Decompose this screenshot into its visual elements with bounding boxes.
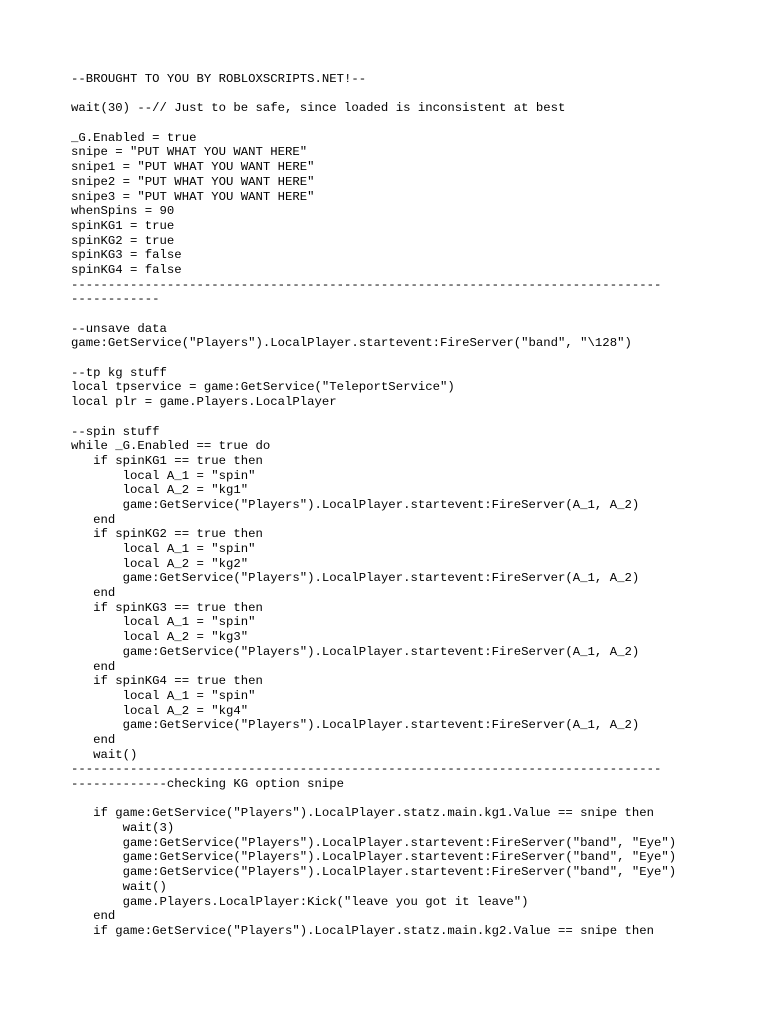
code-line bbox=[71, 307, 731, 322]
code-line bbox=[71, 116, 731, 131]
code-line bbox=[71, 351, 731, 366]
code-line: if spinKG3 == true then bbox=[71, 600, 263, 615]
code-line bbox=[71, 410, 731, 425]
code-line: if game:GetService("Players").LocalPlayer.statz.main.kg2.Value == snipe then bbox=[71, 923, 654, 938]
code-line: game:GetService("Players").LocalPlayer.startevent:FireServer("band", "Eye") bbox=[71, 865, 677, 880]
code-line: ------------ bbox=[71, 292, 160, 307]
code-line: wait(30) --// Just to be safe, since loaded is inconsistent at best bbox=[71, 101, 566, 116]
code-line: game:GetService("Players").LocalPlayer.startevent:FireServer(A_1, A_2) bbox=[71, 718, 640, 733]
code-line: --unsave data bbox=[71, 321, 167, 336]
code-line: if spinKG4 == true then bbox=[71, 674, 263, 689]
code-line: game:GetService("Players").LocalPlayer.startevent:FireServer("band", "Eye") bbox=[71, 850, 677, 865]
code-line: --spin stuff bbox=[71, 424, 160, 439]
code-line: snipe3 = "PUT WHAT YOU WANT HERE" bbox=[71, 189, 315, 204]
code-line: end bbox=[71, 659, 116, 674]
code-line: end bbox=[71, 732, 116, 747]
code-line: snipe2 = "PUT WHAT YOU WANT HERE" bbox=[71, 174, 315, 189]
code-line: while _G.Enabled == true do bbox=[71, 439, 271, 454]
code-line: game:GetService("Players").LocalPlayer.startevent:FireServer(A_1, A_2) bbox=[71, 571, 640, 586]
code-line: if game:GetService("Players").LocalPlayer.statz.main.kg1.Value == snipe then bbox=[71, 806, 654, 821]
code-line: if spinKG1 == true then bbox=[71, 453, 263, 468]
code-line: if spinKG2 == true then bbox=[71, 527, 263, 542]
code-line: game:GetService("Players").LocalPlayer.startevent:FireServer(A_1, A_2) bbox=[71, 497, 640, 512]
code-line: spinKG2 = true bbox=[71, 233, 175, 248]
code-line: local A_2 = "kg2" bbox=[71, 556, 249, 571]
code-line: snipe = "PUT WHAT YOU WANT HERE" bbox=[71, 145, 308, 160]
code-line: -------------checking KG option snipe bbox=[71, 777, 345, 791]
code-line bbox=[71, 87, 731, 102]
code-line: snipe1 = "PUT WHAT YOU WANT HERE" bbox=[71, 160, 315, 175]
code-block bbox=[71, 72, 731, 939]
code-line: --BROUGHT TO YOU BY ROBLOXSCRIPTS.NET!-- bbox=[71, 72, 367, 86]
code-line bbox=[71, 792, 731, 807]
code-line: local A_1 = "spin" bbox=[71, 468, 256, 483]
code-line: local tpservice = game:GetService("TeleportService") bbox=[71, 380, 455, 395]
code-line: wait() bbox=[71, 879, 167, 894]
code-line: game.Players.LocalPlayer:Kick("leave you got it leave") bbox=[71, 894, 529, 909]
code-line: end bbox=[71, 586, 116, 601]
code-line: spinKG1 = true bbox=[71, 218, 175, 233]
code-line: local A_2 = "kg1" bbox=[71, 483, 249, 498]
code-line: game:GetService("Players").LocalPlayer.startevent:FireServer("band", "\128") bbox=[71, 336, 632, 351]
code-line: local A_1 = "spin" bbox=[71, 542, 256, 556]
code-line: spinKG4 = false bbox=[71, 262, 182, 277]
code-line: game:GetService("Players").LocalPlayer.startevent:FireServer(A_1, A_2) bbox=[71, 644, 640, 659]
code-line: spinKG3 = false bbox=[71, 248, 182, 263]
code-line: local plr = game.Players.LocalPlayer bbox=[71, 395, 337, 410]
code-line: local A_1 = "spin" bbox=[71, 688, 256, 703]
code-line: whenSpins = 90 bbox=[71, 204, 175, 219]
code-line: local A_2 = "kg4" bbox=[71, 703, 249, 718]
code-line: end bbox=[71, 512, 116, 527]
code-line: -------------------------------------------------------------------------------- bbox=[71, 762, 662, 777]
code-line: --tp kg stuff bbox=[71, 365, 167, 380]
code-line: end bbox=[71, 909, 116, 924]
code-line: wait(3) bbox=[71, 821, 175, 836]
code-line: local A_2 = "kg3" bbox=[71, 630, 249, 645]
code-line: local A_1 = "spin" bbox=[71, 615, 256, 630]
code-line: wait() bbox=[71, 747, 138, 762]
code-line: -------------------------------------------------------------------------------- bbox=[71, 277, 662, 292]
code-line: game:GetService("Players").LocalPlayer.startevent:FireServer("band", "Eye") bbox=[71, 835, 677, 850]
code-line: _G.Enabled = true bbox=[71, 130, 197, 145]
